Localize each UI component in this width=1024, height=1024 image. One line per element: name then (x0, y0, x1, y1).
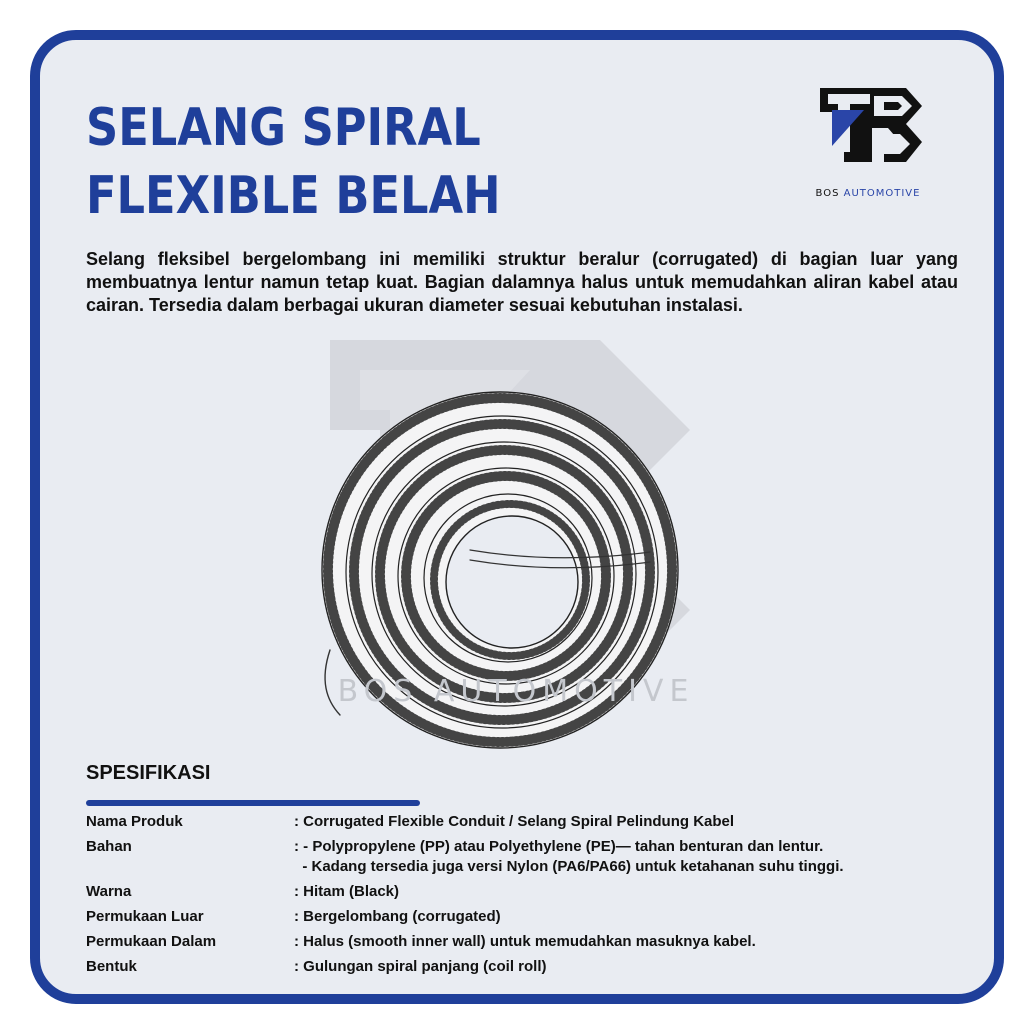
spec-key: Permukaan Luar (86, 908, 204, 925)
brand-name (802, 188, 934, 199)
spec-value-line: : Gulungan spiral panjang (coil roll) (294, 958, 547, 975)
product-description: Selang fleksibel bergelombang ini memiliki struktur beralur (corrugated) di bagian luar yang membuatnya lentur namun tetap kuat. Bagian dalamnya halus untuk memudahkan aliran kabel atau cairan. Tersedia dalam berbagai ukuran diameter sesuai kebutuhan instalasi. (86, 249, 958, 315)
spec-key: Permukaan Dalam (86, 933, 217, 950)
watermark-text: BOS AUTOMOTIVE (337, 674, 695, 709)
spec-row-permukaan-dalam (86, 932, 966, 952)
title-line-2: FLEXIBLE BELAH (86, 166, 501, 226)
spec-value-line: : Corrugated Flexible Conduit / Selang Spiral Pelindung Kabel (294, 813, 735, 830)
spec-table (86, 812, 966, 982)
spec-value-line: : Hitam (Black) (294, 883, 400, 900)
spec-value-line: - Kadang tersedia juga versi Nylon (PA6/PA66) untuk ketahanan suhu tinggi. (294, 858, 844, 875)
brand-name-automotive: AUTOMOTIVE (843, 188, 921, 199)
spec-row-warna (86, 882, 966, 902)
spec-row-permukaan-luar (86, 907, 966, 927)
spec-value-line: : - Polypropylene (PP) atau Polyethylene (PE)— tahan benturan dan lentur. (294, 838, 824, 855)
spec-heading: SPESIFIKASI (86, 762, 211, 784)
brand-logo (802, 82, 952, 202)
spec-value (294, 907, 966, 927)
spec-value (294, 932, 966, 952)
spec-key: Bentuk (86, 958, 137, 975)
product-title (86, 94, 501, 230)
title-line-1: SELANG SPIRAL (86, 98, 481, 158)
spec-value-line: : Halus (smooth inner wall) untuk memudahkan masuknya kabel. (294, 933, 756, 950)
spec-key: Bahan (86, 838, 132, 855)
spec-key: Nama Produk (86, 813, 183, 830)
spec-row-bahan (86, 837, 966, 877)
spec-value (294, 882, 966, 902)
spec-row-nama-produk (86, 812, 966, 832)
spec-value (294, 837, 966, 877)
product-card (30, 30, 1004, 1004)
spec-value-line: : Bergelombang (corrugated) (294, 908, 501, 925)
spec-divider (86, 800, 420, 806)
spec-row-bentuk (86, 957, 966, 977)
brand-name-bos: BOS (815, 188, 840, 199)
bos-logo-icon (814, 82, 924, 182)
spec-value (294, 957, 966, 977)
spec-value (294, 812, 966, 832)
spec-key: Warna (86, 883, 132, 900)
